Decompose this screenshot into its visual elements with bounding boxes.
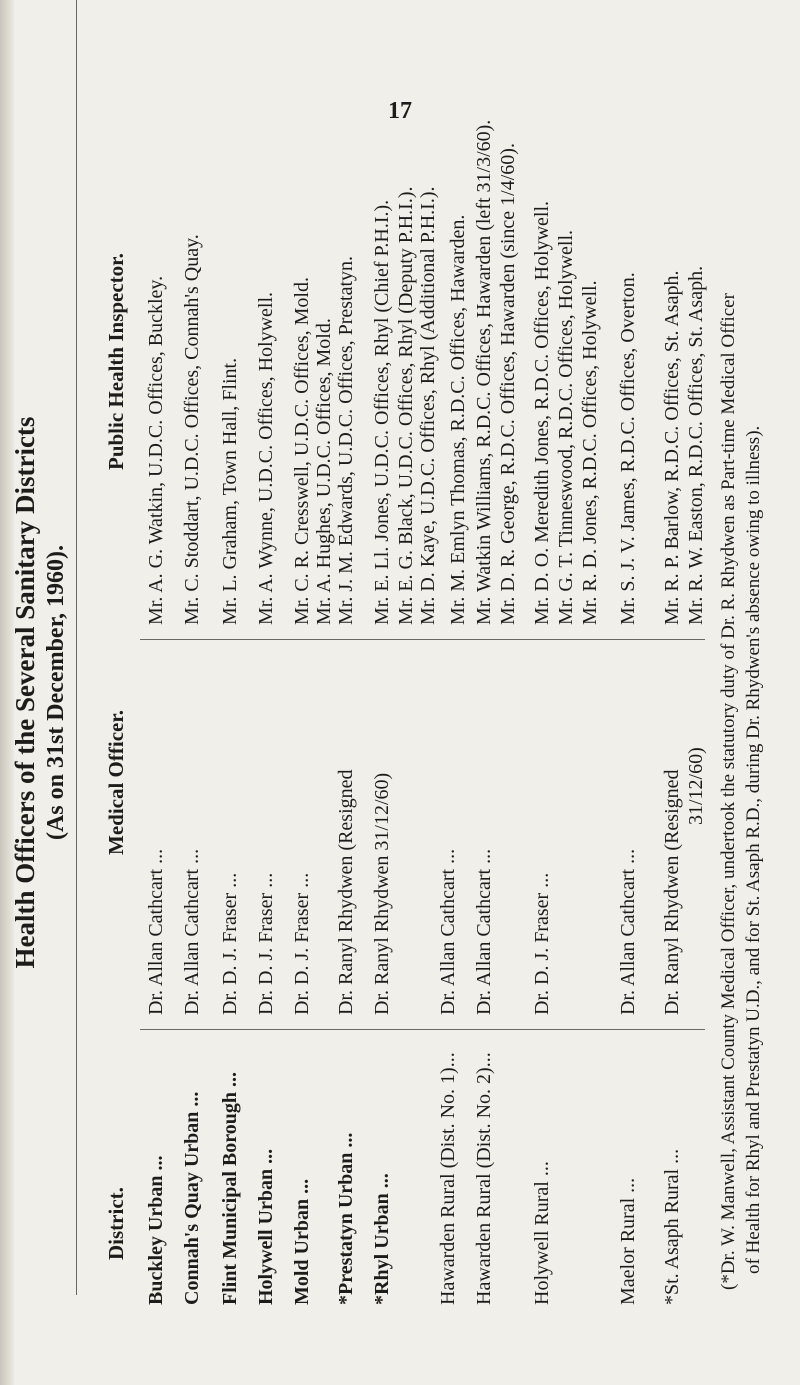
page-subtitle: (As on 31st December, 1960). bbox=[43, 544, 69, 841]
inspector-cell: Mr. Watkin Williams, R.D.C. Offices, Hawarden (left 31/3/60). bbox=[473, 119, 495, 625]
inspector-cell: Mr. G. T. Tinneswood, R.D.C. Offices, Holywell. bbox=[555, 229, 577, 625]
footnote-line: (*Dr. W. Manwell, Assistant County Medical Officer, undertook the statutory duty of Dr. R. Rhydwen as Part-time Medical Officer bbox=[718, 293, 739, 1290]
inspector-header: Public Health Inspector. bbox=[104, 253, 128, 470]
inspector-cell: Mr. S. J. V. James, R.D.C. Offices, Overton. bbox=[617, 272, 639, 625]
medical-officer-cell: Dr. Ranyl Rhydwen (Resigned bbox=[335, 769, 357, 1015]
inspector-cell: Mr. R. P. Barlow, R.D.C. Offices, St. Asaph. bbox=[661, 270, 683, 625]
medical-officer-cell: Dr. D. J. Fraser ... bbox=[219, 872, 241, 1015]
medical-officer-cell: Dr. D. J. Fraser ... bbox=[531, 872, 553, 1015]
column-divider bbox=[140, 1029, 705, 1030]
medical-officer-cell: Dr. Allan Cathcart ... bbox=[181, 848, 203, 1015]
inspector-cell: Mr. M. Emlyn Thomas, R.D.C. Offices, Hawarden. bbox=[447, 214, 469, 625]
medical-officer-cell: Dr. Allan Cathcart ... bbox=[473, 848, 495, 1015]
medical-officer-cell: Dr. Allan Cathcart ... bbox=[437, 848, 459, 1015]
page-number: 17 bbox=[388, 98, 412, 124]
district-cell: Hawarden Rural (Dist. No. 1)... bbox=[437, 1052, 459, 1305]
column-divider bbox=[140, 639, 705, 640]
district-cell: Maelor Rural ... bbox=[617, 1177, 639, 1305]
page-title: Health Officers of the Several Sanitary Districts bbox=[10, 416, 40, 969]
medical-officer-cell: 31/12/60) bbox=[685, 747, 707, 825]
district-cell: Holywell Urban ... bbox=[255, 1148, 277, 1305]
inspector-cell: Mr. R. D. Jones, R.D.C. Offices, Holywell. bbox=[579, 280, 601, 625]
inspector-cell: Mr. C. Stoddart, U.D.C. Offices, Connah's Quay. bbox=[181, 234, 203, 625]
header-rule bbox=[76, 0, 77, 1295]
district-cell: *St. Asaph Rural ... bbox=[661, 1148, 683, 1305]
medical-officer-cell: Dr. Ranyl Rhydwen (Resigned bbox=[661, 769, 683, 1015]
inspector-cell: Mr. A. G. Watkin, U.D.C. Offices, Buckley. bbox=[145, 275, 167, 625]
inspector-cell: Mr. E. Ll. Jones, U.D.C. Offices, Rhyl (Chief P.H.I.). bbox=[371, 199, 393, 625]
inspector-cell: Mr. A. Hughes, U.D.C. Offices, Mold. bbox=[313, 318, 335, 625]
medical-officer-cell: Dr. D. J. Fraser ... bbox=[255, 872, 277, 1015]
footnote bbox=[716, 20, 766, 1290]
district-cell: Buckley Urban ... bbox=[145, 1155, 167, 1305]
district-cell: *Prestatyn Urban ... bbox=[335, 1132, 357, 1305]
inspector-cell: Mr. D. O. Meredith Jones, R.D.C. Offices, Holywell. bbox=[531, 200, 553, 625]
medical-officer-header: Medical Officer. bbox=[104, 709, 128, 855]
inspector-cell: Mr. A. Wynne, U.D.C. Offices, Holywell. bbox=[255, 291, 277, 625]
footnote-line: of Health for Rhyl and Prestatyn U.D., and for St. Asaph R.D., during Dr. Rhydwen's absence owing to illness). bbox=[743, 425, 764, 1274]
medical-officer-cell: Dr. Allan Cathcart ... bbox=[617, 848, 639, 1015]
district-cell: Holywell Rural ... bbox=[531, 1161, 553, 1305]
inspector-cell: Mr. L. Graham, Town Hall, Flint. bbox=[219, 357, 241, 625]
district-cell: Hawarden Rural (Dist. No. 2)... bbox=[473, 1052, 495, 1305]
district-cell: Connah's Quay Urban ... bbox=[181, 1091, 203, 1305]
medical-officer-cell: Dr. D. J. Fraser ... bbox=[291, 872, 313, 1015]
medical-officer-cell: Dr. Ranyl Rhydwen 31/12/60) bbox=[371, 772, 393, 1015]
inspector-cell: Mr. J. M. Edwards, U.D.C. Offices, Prestatyn. bbox=[335, 255, 357, 625]
district-cell: Flint Municipal Borough ... bbox=[219, 1071, 241, 1305]
district-cell: *Rhyl Urban ... bbox=[371, 1173, 393, 1305]
medical-officer-cell: Dr. Allan Cathcart ... bbox=[145, 848, 167, 1015]
district-cell: Mold Urban ... bbox=[291, 1178, 313, 1305]
inspector-cell: Mr. R. W. Easton, R.D.C. Offices, St. Asaph. bbox=[685, 265, 707, 625]
inspector-cell: Mr. C. R. Cresswell, U.D.C. Offices, Mold. bbox=[291, 277, 313, 625]
district-header: District. bbox=[104, 1187, 128, 1260]
inspector-cell: Mr. E. G. Black, U.D.C. Offices, Rhyl (Deputy P.H.I.). bbox=[395, 186, 417, 625]
inspector-cell: Mr. D. Kaye, U.D.C. Offices, Rhyl (Additional P.H.I.). bbox=[417, 186, 439, 625]
inspector-cell: Mr. D. R. George, R.D.C. Offices, Hawarden (since 1/4/60). bbox=[497, 143, 519, 625]
